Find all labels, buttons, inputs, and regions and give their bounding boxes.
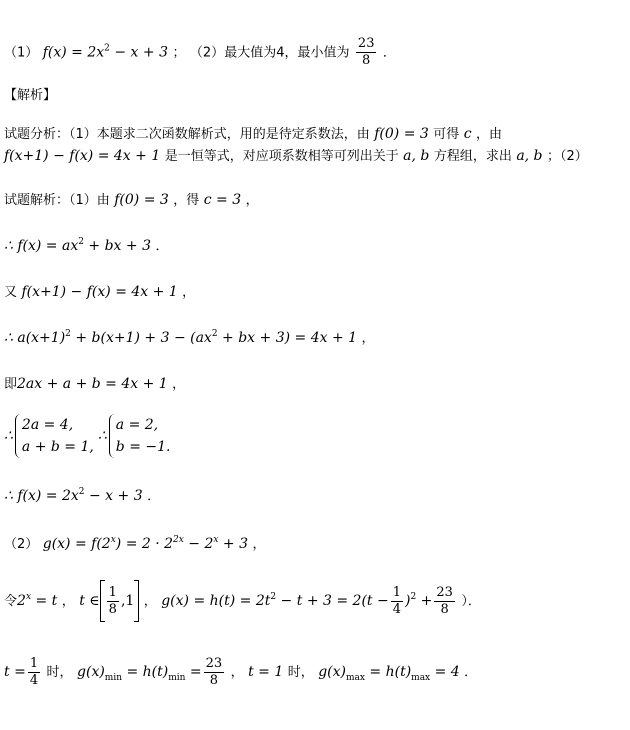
solution-math: = t	[31, 593, 58, 609]
solution-math: = h(t)	[122, 664, 169, 680]
equation: 2a = 4,	[21, 417, 74, 433]
analysis-math: f(0) = 3	[374, 126, 429, 142]
solution-math: =	[185, 664, 202, 680]
solution-math: ∴ f(x) = ax	[4, 238, 79, 254]
solution-math: 2ax + a + b = 4x + 1	[17, 376, 168, 392]
fraction	[391, 585, 403, 618]
solution-text: 试题解析：（1）由	[4, 193, 110, 208]
solution-line-4	[4, 328, 375, 349]
right-bracket	[134, 580, 139, 622]
solution-math: = 4	[430, 664, 460, 680]
subscript: min	[168, 673, 186, 683]
solution-text: ，	[61, 594, 75, 609]
solution-math: g(x)	[318, 664, 346, 680]
analysis-text: 方程组，求出	[433, 149, 512, 164]
analysis-line-1	[4, 124, 502, 145]
fraction	[107, 585, 119, 618]
analysis-line-2	[4, 146, 588, 167]
answer-part1-expr: f(x) = 2x	[42, 44, 105, 61]
exponent: 2	[78, 487, 85, 497]
exponent: 2	[410, 592, 417, 602]
solution-math: c = 3	[203, 192, 242, 208]
equation-system-1	[15, 414, 94, 458]
subscript: max	[345, 673, 365, 683]
analysis-text: ；（2）	[546, 149, 588, 164]
fraction	[434, 585, 455, 618]
solution-math: g(x) = h(t) = 2t	[161, 593, 271, 609]
solution-math: f(x+1) − f(x) = 4x + 1	[21, 284, 178, 300]
analysis-math: a, b	[403, 148, 430, 164]
solution-line-7	[4, 486, 160, 507]
equation: b = −1.	[115, 439, 171, 455]
analysis-math: f(x+1) − f(x) = 4x + 1	[4, 148, 161, 164]
solution-line-1	[4, 190, 259, 211]
solution-text: ．	[464, 665, 478, 680]
fraction-numerator: 1	[108, 584, 117, 600]
equation: a + b = 1,	[21, 439, 94, 455]
analysis-text: 可得	[433, 127, 460, 142]
answer-end: ．	[382, 45, 396, 61]
fraction-numerator: 23	[357, 36, 375, 51]
answer-part1-exponent: 2	[104, 43, 110, 54]
fraction-denominator: 8	[209, 672, 219, 688]
exponent: x	[25, 592, 32, 602]
exponent: x	[110, 535, 116, 545]
solution-text: ，	[182, 285, 196, 300]
fraction-numerator: 23	[205, 655, 223, 671]
solution-math: ) = 2 · 2	[115, 536, 174, 552]
solution-math: = h(t)	[364, 664, 412, 680]
solution-math: − 2	[183, 536, 214, 552]
analysis-math: c	[463, 126, 472, 142]
solution-math: g(x) = f(2	[42, 536, 111, 552]
solution-text: ．	[155, 239, 169, 254]
exponent: 2	[65, 329, 71, 339]
fraction	[28, 656, 40, 689]
analysis-text: 是一恒等式，对应项系数相等可列出关于	[164, 149, 399, 164]
solution-line-3	[4, 282, 195, 303]
solution-math: + bx + 3	[83, 238, 151, 254]
answer-part2-text: 最大值为4，最小值为	[224, 45, 350, 61]
exponent: 2	[211, 329, 218, 339]
solution-text: ，	[230, 665, 244, 680]
solution-text: ）．	[461, 594, 481, 609]
solution-math: f(0) = 3	[114, 192, 169, 208]
solution-text: ，	[361, 331, 375, 346]
solution-text: ，得	[173, 193, 200, 208]
solution-text: ，	[252, 537, 266, 552]
fraction	[204, 656, 225, 689]
exponent: x	[213, 535, 219, 545]
solution-line-2	[4, 236, 168, 257]
solution-text: 又	[4, 285, 18, 300]
solution-math: ∴ f(x) = 2x	[4, 488, 79, 504]
solution-line-8	[4, 534, 266, 555]
solution-math: )	[405, 593, 411, 609]
answer-line	[4, 36, 396, 69]
therefore-symbol: ∴	[4, 428, 13, 444]
answer-part1-label: （1）	[4, 45, 39, 61]
solution-math: + bx + 3) = 4x + 1	[217, 330, 358, 346]
solution-line-5	[4, 374, 185, 395]
solution-math: ,1	[120, 593, 135, 609]
fraction-denominator: 8	[440, 601, 449, 617]
solution-text: ，	[245, 193, 259, 208]
solution-math: − x + 3	[84, 488, 143, 504]
fraction-denominator: 4	[29, 672, 39, 688]
solution-text: ，	[172, 377, 186, 392]
section-title: 【解析】	[4, 88, 57, 103]
equation: a = 2,	[115, 417, 159, 433]
solution-math: + b(x+1) + 3 − (ax	[70, 330, 212, 346]
solution-text: 即	[4, 377, 18, 392]
exponent: 2	[270, 592, 277, 602]
answer-min-fraction	[356, 36, 377, 69]
analysis-math: a, b	[516, 148, 543, 164]
solution-line-9	[4, 580, 481, 622]
analysis-text: 试题分析：（1）本题求二次函数解析式，用的是待定系数法，由	[4, 127, 370, 142]
fraction-denominator: 8	[108, 601, 117, 617]
solution-math: = 2(t −	[336, 593, 389, 609]
solution-line-10	[4, 652, 477, 693]
equation-system-2	[109, 414, 171, 458]
exponent: 2	[78, 237, 84, 247]
analysis-text: ，由	[476, 127, 503, 142]
fraction-denominator: 4	[392, 601, 401, 617]
solution-math: + 3	[218, 536, 249, 552]
solution-math: t = 1	[248, 664, 284, 680]
solution-math: t =	[4, 664, 26, 680]
solution-text: ．	[147, 489, 161, 504]
answer-part1-rest: − x + 3	[109, 44, 168, 61]
solution-math: − t + 3	[276, 593, 332, 609]
left-bracket	[100, 580, 105, 622]
answer-part2-label: （2）	[189, 45, 225, 61]
solution-math: 2	[17, 593, 26, 609]
fraction-numerator: 1	[392, 584, 401, 600]
therefore-symbol: ∴	[97, 428, 107, 444]
solution-math: g(x)	[77, 664, 105, 680]
exponent: 2x	[173, 535, 184, 545]
solution-text: 令	[4, 594, 18, 609]
fraction-denominator: 8	[362, 53, 371, 68]
solution-line-6	[4, 414, 174, 458]
fraction-numerator: 1	[29, 655, 39, 671]
fraction-numerator: 23	[436, 584, 453, 600]
solution-text: 时，	[287, 665, 314, 680]
solution-text: （2）	[4, 537, 39, 552]
solution-text: 时，	[46, 665, 73, 680]
solution-math: t ∈	[79, 593, 100, 609]
answer-separator: ；	[172, 45, 186, 61]
subscript: min	[104, 673, 123, 683]
subscript: max	[411, 673, 431, 683]
solution-math: ∴ a(x+1)	[4, 330, 66, 346]
solution-text: ，	[143, 594, 157, 609]
solution-math: +	[416, 593, 433, 609]
